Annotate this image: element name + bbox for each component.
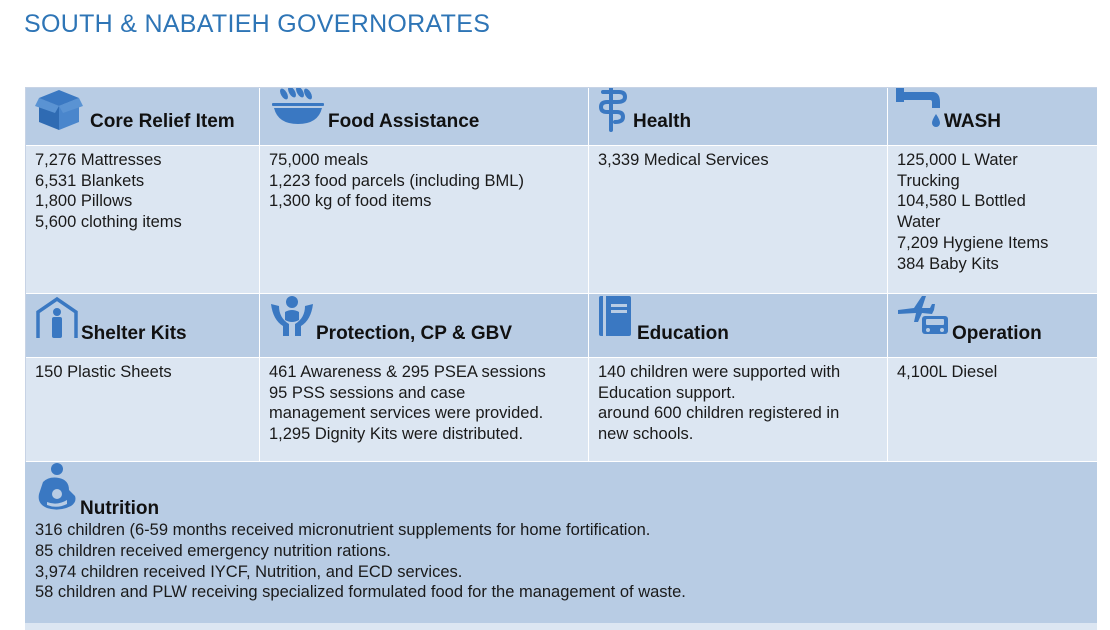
body-wash xyxy=(888,146,1098,294)
sector-label: Food Assistance xyxy=(328,111,480,132)
sector-label: Education xyxy=(637,323,729,344)
water-tap-icon xyxy=(896,88,944,132)
body-protection xyxy=(260,358,589,462)
list-item: 3,339 Medical Services xyxy=(598,151,769,169)
sector-label: Protection, CP & GBV xyxy=(316,323,513,344)
shelter-icon xyxy=(35,296,79,340)
list-item: 58 children and PLW receiving specialized formulated food for the management of waste. xyxy=(35,583,686,602)
list-item: 1,295 Dignity Kits were distributed. xyxy=(269,425,524,444)
food-bowl-icon xyxy=(270,88,326,130)
list-item: 104,580 L Bottled xyxy=(897,192,1026,211)
list-item: management services were provided. xyxy=(269,404,544,423)
list-item: 1,800 Pillows xyxy=(35,192,133,211)
header-shelter-kits xyxy=(26,294,260,358)
list-item: 5,600 clothing items xyxy=(35,213,182,232)
sector-table xyxy=(25,87,1097,462)
body-core-relief-item xyxy=(26,146,260,294)
list-item: 3,974 children received IYCF, Nutrition, and ECD services. xyxy=(35,562,463,581)
list-item: new schools. xyxy=(598,425,694,444)
nutrition-section xyxy=(25,462,1097,623)
list-item: 384 Baby Kits xyxy=(897,254,999,273)
protection-hands-icon xyxy=(269,294,315,338)
list-item: 4,100L Diesel xyxy=(897,363,998,381)
list-item: 140 children were supported with xyxy=(598,363,841,381)
list-item: 1,223 food parcels (including BML) xyxy=(269,171,524,190)
sector-label: WASH xyxy=(944,111,1001,132)
nutrition-items xyxy=(35,520,686,603)
list-item: 85 children received emergency nutrition rations. xyxy=(35,541,391,560)
list-item: 6,531 Blankets xyxy=(35,171,145,190)
sector-label: Operation xyxy=(952,323,1042,344)
list-item: Water xyxy=(897,213,941,232)
mother-child-icon xyxy=(35,462,79,514)
list-item: Trucking xyxy=(897,171,960,190)
bottom-strip xyxy=(25,623,1097,630)
list-item: 125,000 L Water xyxy=(897,151,1018,169)
sector-label: Core Relief Item xyxy=(90,111,235,132)
list-item: 461 Awareness & 295 PSEA sessions xyxy=(269,363,546,381)
book-icon xyxy=(599,294,633,338)
header-health xyxy=(589,88,888,146)
header-education xyxy=(589,294,888,358)
sector-label: Nutrition xyxy=(80,498,160,519)
list-item: 75,000 meals xyxy=(269,151,369,169)
header-protection xyxy=(260,294,589,358)
body-operation xyxy=(888,358,1098,462)
page-title: SOUTH & NABATIEH GOVERNORATES xyxy=(24,10,491,38)
list-item: Education support. xyxy=(598,383,736,402)
list-item: 316 children (6-59 months received micronutrient supplements for home fortification. xyxy=(35,521,651,539)
header-core-relief-item xyxy=(26,88,260,146)
header-food-assistance xyxy=(260,88,589,146)
list-item: around 600 children registered in xyxy=(598,404,840,423)
sector-label: Shelter Kits xyxy=(81,323,187,344)
body-shelter-kits xyxy=(26,358,260,462)
header-wash xyxy=(888,88,1098,146)
list-item: 1,300 kg of food items xyxy=(269,192,432,211)
list-item: 95 PSS sessions and case xyxy=(269,383,466,402)
body-education xyxy=(589,358,888,462)
body-health xyxy=(589,146,888,294)
list-item: 7,209 Hygiene Items xyxy=(897,233,1049,252)
plane-truck-icon xyxy=(896,294,950,338)
sector-label: Health xyxy=(633,111,692,132)
caduceus-icon xyxy=(599,88,629,132)
box-icon xyxy=(35,88,83,130)
body-food-assistance xyxy=(260,146,589,294)
header-operation xyxy=(888,294,1098,358)
list-item: 150 Plastic Sheets xyxy=(35,363,172,381)
list-item: 7,276 Mattresses xyxy=(35,151,162,169)
